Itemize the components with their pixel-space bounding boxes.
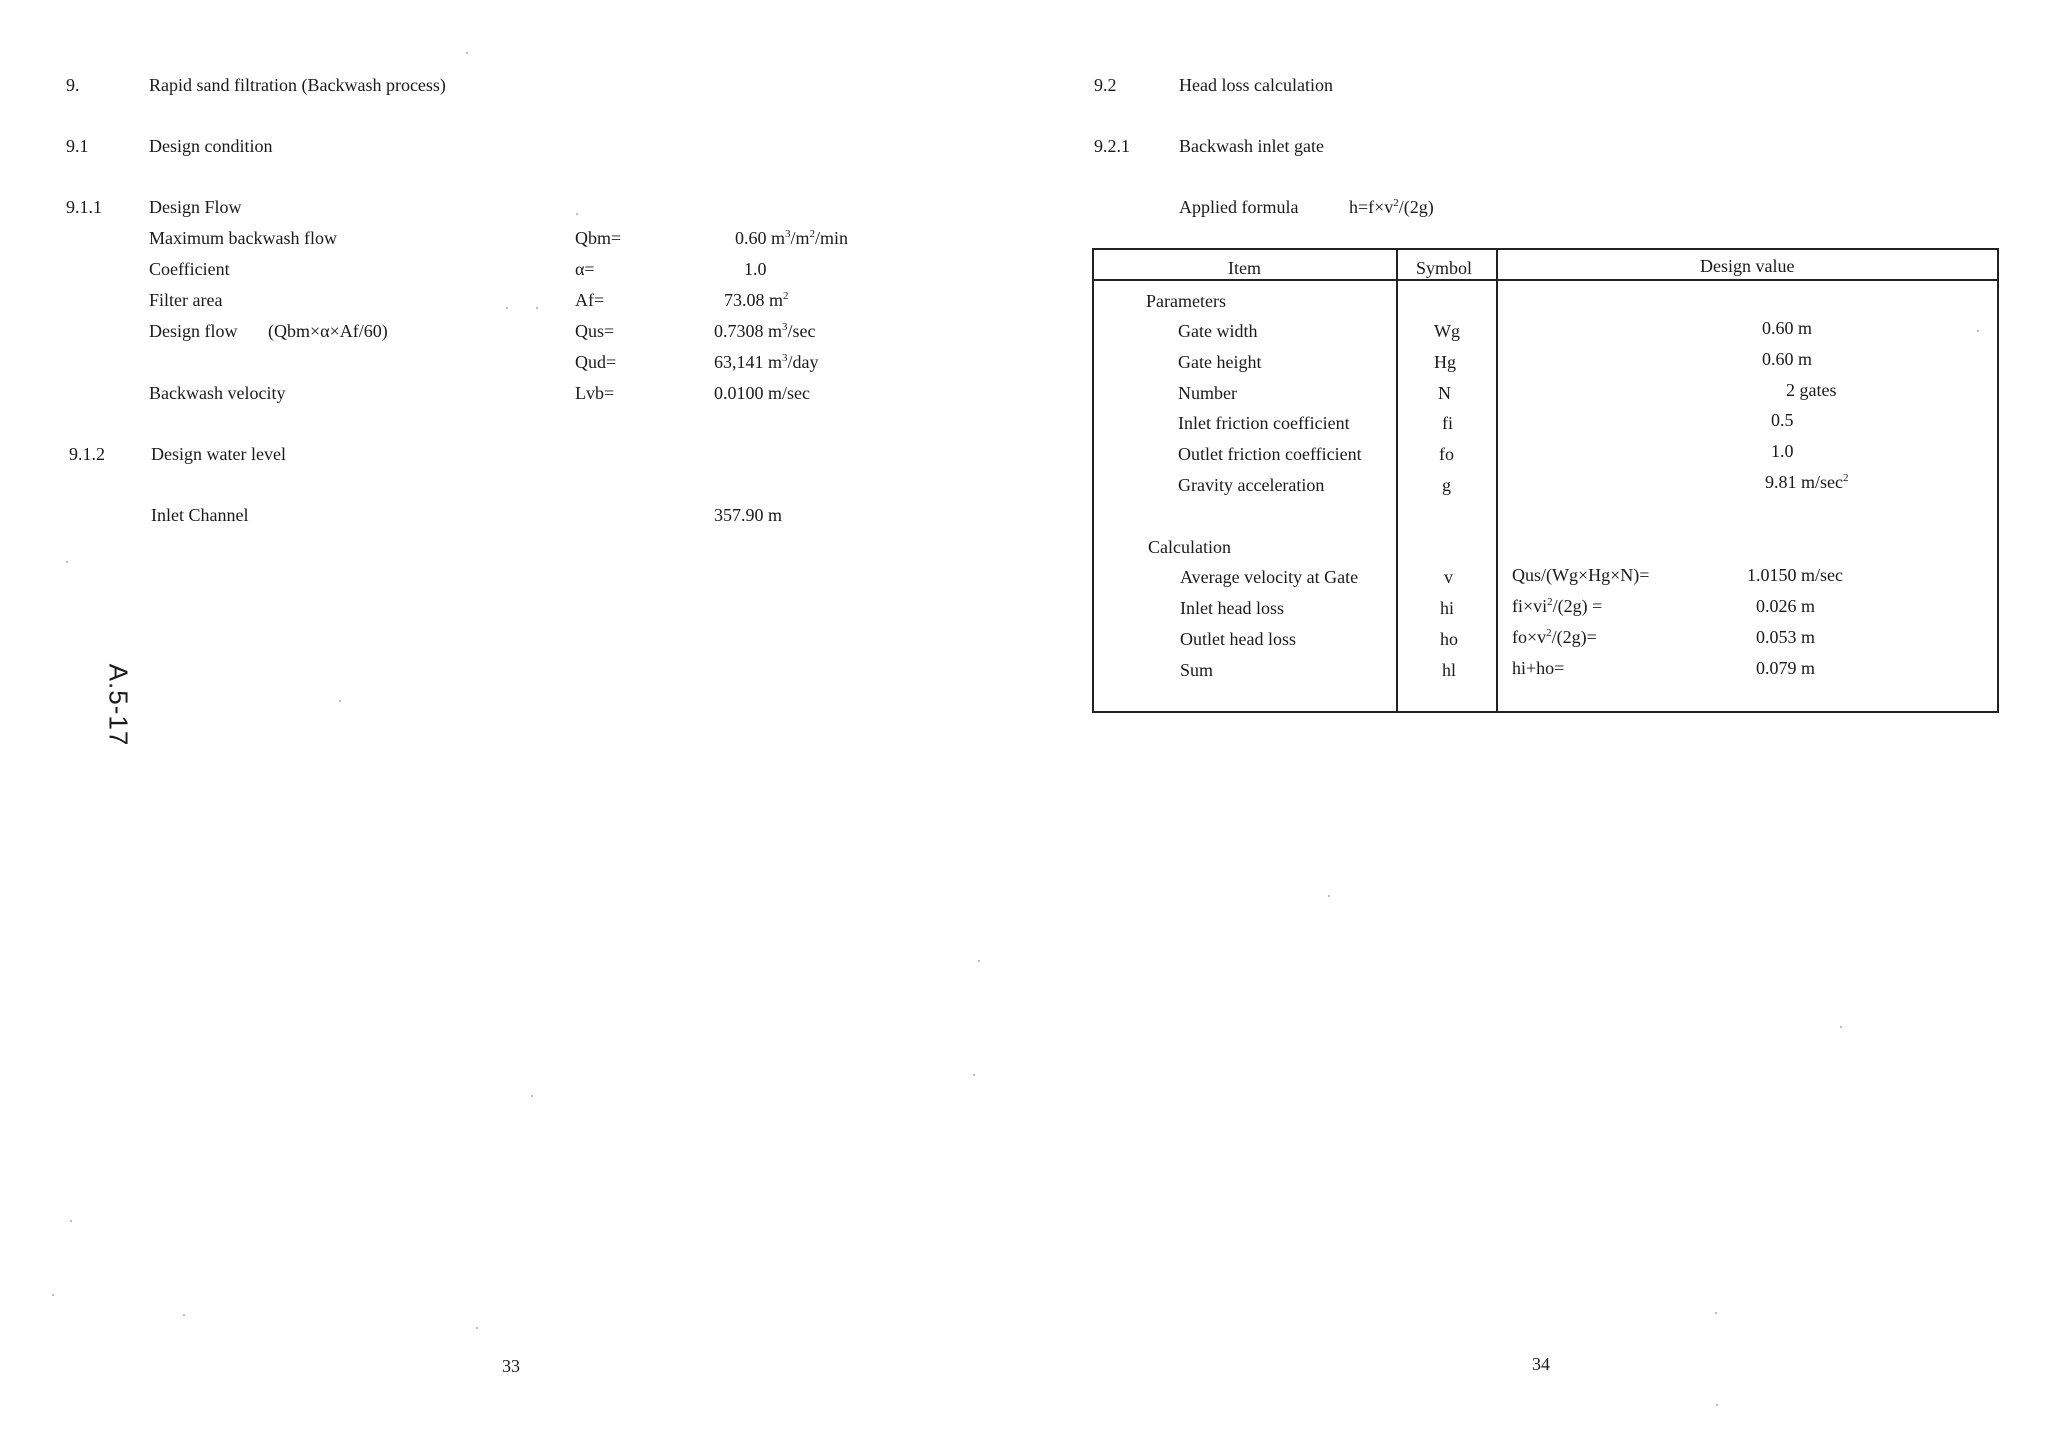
param-item: Inlet friction coefficient xyxy=(1178,413,1350,433)
calc-expression: Qus/(Wg×Hg×N)= xyxy=(1512,565,1650,585)
backwash-velocity-value: 0.0100 m/sec xyxy=(714,383,810,403)
calc-expression: $fo\times v^2/(2g)=$ xyxy=(1512,627,1597,647)
section-9-1-2-title: Design water level xyxy=(151,444,286,464)
calc-symbol: v xyxy=(1444,567,1453,587)
scan-speck xyxy=(66,561,68,563)
page-number-left: 33 xyxy=(502,1356,520,1376)
calc-item: Outlet head loss xyxy=(1180,629,1296,649)
calculation-title: Calculation xyxy=(1148,537,1231,557)
max-backwash-flow-symbol: Qbm= xyxy=(575,228,622,248)
scan-speck xyxy=(536,307,538,309)
param-item: Gravity acceleration xyxy=(1178,475,1325,495)
param-value: 0.60 m xyxy=(1762,318,1813,338)
param-value: 0.60 m xyxy=(1762,349,1813,369)
calc-item: Average velocity at Gate xyxy=(1180,567,1359,587)
calc-expression: $fi\times vi^2/(2g)$ = xyxy=(1512,596,1603,616)
calc-item: Inlet head loss xyxy=(1180,598,1284,618)
filter-area-symbol: Af= xyxy=(575,290,605,310)
side-page-label: A.5-17 xyxy=(103,663,134,747)
table-col-divider-1 xyxy=(1396,248,1398,713)
param-item: Gate width xyxy=(1178,321,1258,341)
scan-speck xyxy=(1715,1312,1717,1314)
param-symbol: g xyxy=(1442,475,1451,495)
scan-speck xyxy=(476,1327,478,1329)
inlet-channel-value: 357.90 m xyxy=(714,505,783,525)
filter-area-value: 73.08 $m^2$ xyxy=(724,290,789,310)
calc-expression: hi+ho= xyxy=(1512,658,1565,678)
section-9-2-number: 9.2 xyxy=(1094,75,1117,95)
header-design-value: Design value xyxy=(1700,256,1795,276)
header-symbol: Symbol xyxy=(1416,258,1473,278)
inlet-channel-label: Inlet Channel xyxy=(151,505,249,525)
calc-symbol: ho xyxy=(1440,629,1458,649)
param-item: Number xyxy=(1178,383,1237,403)
section-9-2-1-number: 9.2.1 xyxy=(1094,136,1130,156)
param-value: 9.81 $m/\sec^2$ xyxy=(1765,472,1849,492)
section-9-2-1-title: Backwash inlet gate xyxy=(1179,136,1324,156)
scan-speck xyxy=(576,213,578,215)
scan-speck xyxy=(978,960,980,962)
section-9-number: 9. xyxy=(66,75,80,95)
max-backwash-flow-label: Maximum backwash flow xyxy=(149,228,337,248)
page-number-right: 34 xyxy=(1532,1354,1550,1374)
scan-speck xyxy=(339,700,341,702)
design-flow-formula: (Qbm×α×Af/60) xyxy=(268,321,388,341)
design-flow-symbol: Qus= xyxy=(575,321,615,341)
scan-speck xyxy=(531,1095,533,1097)
calc-value: 0.026 m xyxy=(1756,596,1816,616)
calc-value: 1.0150 m/sec xyxy=(1747,565,1843,585)
table-left-border xyxy=(1092,248,1094,713)
table-bottom-border xyxy=(1092,711,1999,713)
coefficient-symbol: α= xyxy=(575,259,595,279)
daily-flow-symbol: Qud= xyxy=(575,352,617,372)
table-header-border xyxy=(1092,279,1999,281)
applied-formula-label: Applied formula xyxy=(1179,197,1299,217)
filter-area-label: Filter area xyxy=(149,290,223,310)
scan-speck xyxy=(466,52,468,54)
param-symbol: Wg xyxy=(1434,321,1460,341)
param-symbol: Hg xyxy=(1434,352,1456,372)
param-item: Outlet friction coefficient xyxy=(1178,444,1362,464)
coefficient-value: 1.0 xyxy=(744,259,767,279)
section-9-title: Rapid sand filtration (Backwash process) xyxy=(149,75,446,95)
calc-symbol: hl xyxy=(1442,660,1457,680)
param-symbol: fo xyxy=(1439,444,1454,464)
section-9-1-1-number: 9.1.1 xyxy=(66,197,102,217)
backwash-velocity-label: Backwash velocity xyxy=(149,383,286,403)
scan-speck xyxy=(506,307,508,309)
param-symbol: N xyxy=(1438,383,1451,403)
table-top-border xyxy=(1092,248,1999,250)
scan-speck xyxy=(1328,895,1330,897)
param-value: 0.5 xyxy=(1771,410,1794,430)
scan-speck xyxy=(973,1074,975,1076)
daily-flow-value: 63,141 $m^3$/day xyxy=(714,352,819,372)
param-symbol: fi xyxy=(1442,413,1453,433)
section-9-1-2-number: 9.1.2 xyxy=(69,444,105,464)
scan-speck xyxy=(1977,330,1979,332)
scan-speck xyxy=(52,1294,54,1296)
design-flow-label: Design flow xyxy=(149,321,238,341)
calc-value: 0.079 m xyxy=(1756,658,1816,678)
header-item: Item xyxy=(1228,258,1261,278)
section-9-2-title: Head loss calculation xyxy=(1179,75,1333,95)
coefficient-label: Coefficient xyxy=(149,259,230,279)
section-9-1-number: 9.1 xyxy=(66,136,89,156)
table-right-border xyxy=(1997,248,1999,713)
scan-speck xyxy=(183,1314,185,1316)
section-9-1-title: Design condition xyxy=(149,136,273,156)
param-item: Gate height xyxy=(1178,352,1262,372)
param-value: 1.0 xyxy=(1771,441,1794,461)
backwash-velocity-symbol: Lvb= xyxy=(575,383,615,403)
table-col-divider-2 xyxy=(1496,248,1498,713)
param-value: 2 gates xyxy=(1786,380,1837,400)
parameters-title: Parameters xyxy=(1146,291,1226,311)
calc-symbol: hi xyxy=(1440,598,1455,618)
scan-speck xyxy=(1716,1404,1718,1406)
design-flow-value: 0.7308 $m^3/\sec$ xyxy=(714,321,816,341)
calc-item: Sum xyxy=(1180,660,1214,680)
scan-speck xyxy=(1840,1026,1842,1028)
calc-value: 0.053 m xyxy=(1756,627,1816,647)
section-9-1-1-title: Design Flow xyxy=(149,197,242,217)
scan-speck xyxy=(70,1220,72,1222)
max-backwash-flow-value: 0.60 $m^3/m^2/\min$ xyxy=(735,228,849,248)
applied-formula: $h=f\times v^2/(2g)$ xyxy=(1349,197,1434,217)
